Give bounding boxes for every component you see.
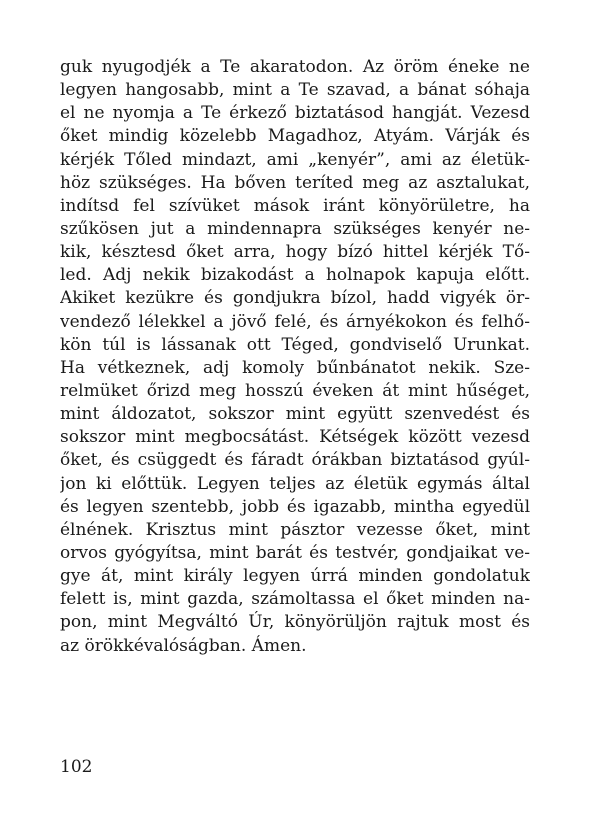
body-text — [60, 56, 530, 658]
text-line: kik, késztesd őket arra, hogy bízó hittel kérjék Tő- — [60, 242, 530, 263]
text-line: legyen hangosabb, mint a Te szavad, a bánat sóhaja — [60, 80, 530, 101]
text-line: orvos gyógyítsa, mint barát és testvér, gondjaikat ve- — [60, 542, 530, 563]
text-line: felett is, mint gazda, számoltassa el őket minden na- — [60, 589, 530, 610]
text-line: mint áldozatot, sokszor mint együtt szenvedést és — [60, 404, 530, 425]
text-line: az örökkévalóságban. Ámen. — [60, 635, 307, 656]
text-line: őket mindig közelebb Magadhoz, Atyám. Várják és — [60, 126, 530, 147]
text-line: élnének. Krisztus mint pásztor vezesse őket, mint — [60, 519, 530, 540]
text-line: relmüket őrizd meg hosszú éveken át mint hűséget, — [60, 380, 530, 401]
text-line: kön túl is lássanak ott Téged, gondviselő Urunkat. — [60, 334, 530, 355]
text-line: szűkösen jut a mindennapra szükséges kenyér ne- — [60, 218, 530, 239]
text-line: led. Adj nekik bizakodást a holnapok kapuja előtt. — [60, 265, 530, 286]
text-line: indítsd fel szívüket mások iránt könyörületre, ha — [60, 195, 530, 216]
text-line: Akiket kezükre és gondjukra bízol, hadd vigyék ör- — [60, 288, 530, 309]
text-line: jon ki előttük. Legyen teljes az életük egymás által — [60, 473, 530, 494]
text-line: kérjék Tőled mindazt, ami „kenyér”, ami az életük- — [60, 149, 530, 170]
text-line: höz szükséges. Ha bőven teríted meg az asztalukat, — [60, 172, 530, 193]
text-line: Ha vétkeznek, adj komoly bűnbánatot nekik. Sze- — [60, 357, 530, 378]
text-line: vendező lélekkel a jövő felé, és árnyékokon és felhő- — [60, 311, 530, 332]
text-line: guk nyugodjék a Te akaratodon. Az öröm éneke ne — [60, 57, 530, 77]
text-line: el ne nyomja a Te érkező biztatásod hangját. Vezesd — [60, 103, 530, 124]
text-line: gye át, mint király legyen úrrá minden gondolatuk — [60, 566, 530, 587]
text-line: őket, és csüggedt és fáradt órákban biztatásod gyúl- — [60, 450, 530, 471]
text-line: pon, mint Megváltó Úr, könyörüljön rajtuk most és — [60, 612, 530, 633]
page-number: 102 — [60, 757, 93, 777]
text-line: és legyen szentebb, jobb és igazabb, mintha egyedül — [60, 496, 530, 517]
text-line: sokszor mint megbocsátást. Kétségek között vezesd — [60, 427, 530, 448]
